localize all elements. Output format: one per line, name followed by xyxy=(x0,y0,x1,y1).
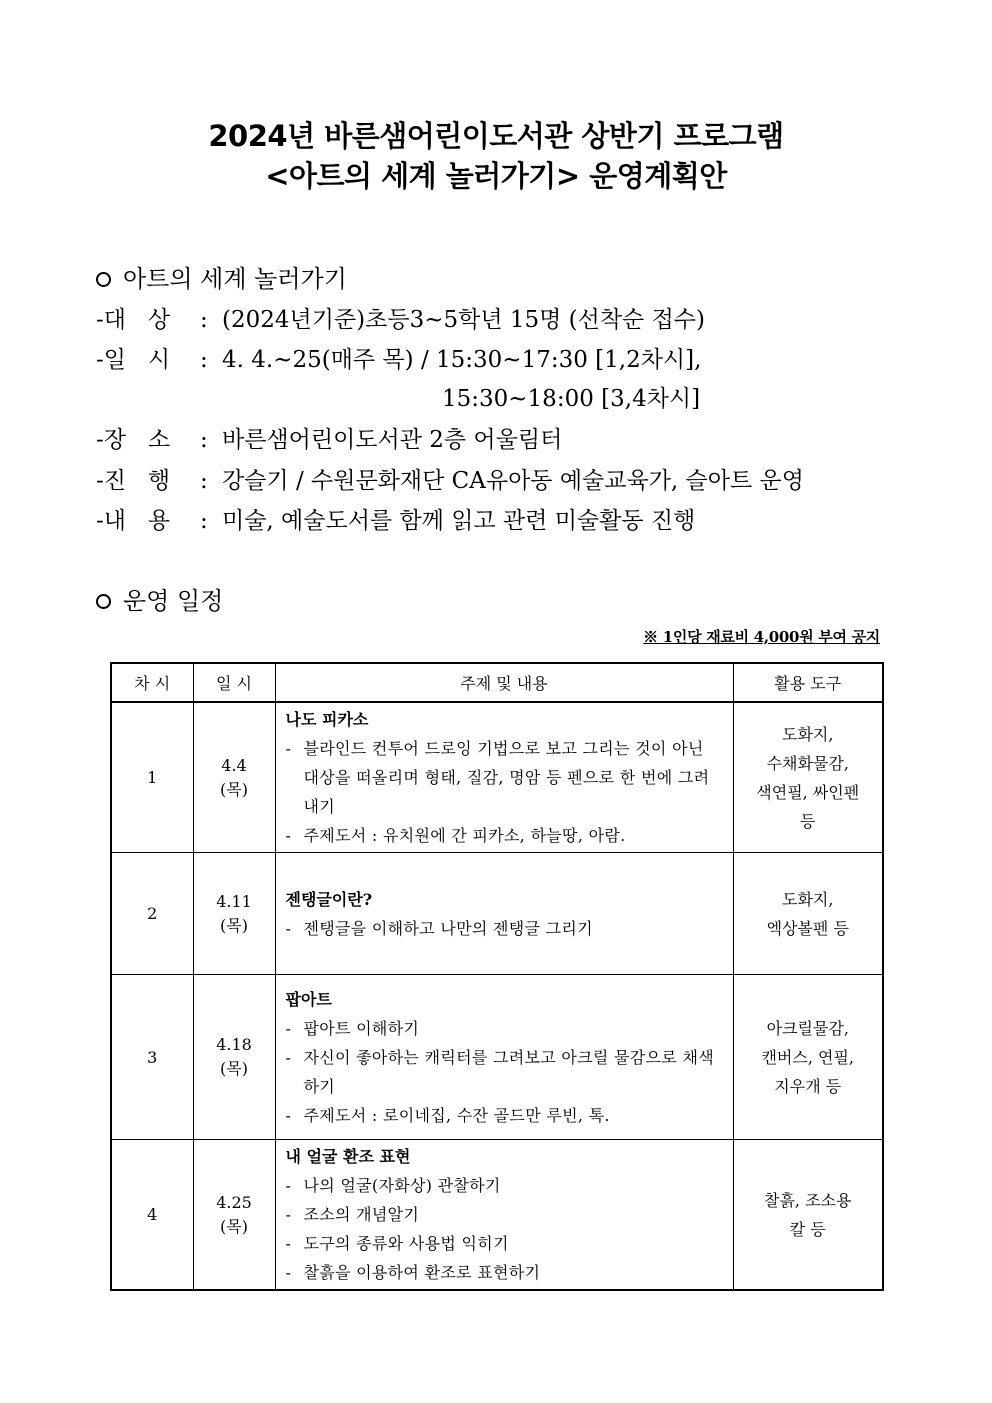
session-date xyxy=(193,1140,275,1291)
date-value: 4.18 xyxy=(216,1035,252,1054)
session-topic: 팝아트 xyxy=(285,989,332,1009)
info-row-datetime xyxy=(96,345,701,375)
info-label: -대 상 xyxy=(96,307,171,333)
info-row-target xyxy=(96,305,705,335)
session-date xyxy=(193,975,275,1140)
info-colon: : xyxy=(200,427,208,453)
info-datetime-continuation: 15:30~18:00 [3,4차시] xyxy=(442,386,701,412)
info-label: -장 소 xyxy=(96,427,171,453)
table-row xyxy=(111,1140,883,1291)
info-label: -진 행 xyxy=(96,468,171,494)
session-date xyxy=(193,853,275,975)
info-colon: : xyxy=(200,347,208,373)
session-number: 3 xyxy=(111,975,193,1140)
content-item: - 자신이 좋아하는 캐릭터를 그려보고 아크릴 물감으로 채색하기 xyxy=(285,1047,714,1096)
table-row xyxy=(111,853,883,975)
schedule-heading-text: 운영 일정 xyxy=(123,587,224,615)
session-number: 4 xyxy=(111,1140,193,1291)
day-value: (목) xyxy=(220,915,248,935)
content-item: - 나의 얼굴(자화상) 관찰하기 xyxy=(285,1176,501,1195)
info-value: 미술, 예술도서를 함께 읽고 관련 미술활동 진행 xyxy=(222,508,696,534)
session-tools: 찰흙, 조소용 칼 등 xyxy=(733,1140,883,1291)
day-value: (목) xyxy=(220,779,248,799)
session-topic: 나도 피카소 xyxy=(285,710,369,729)
table-row xyxy=(111,702,883,853)
info-row-content xyxy=(96,506,695,536)
schedule-table xyxy=(110,662,884,1291)
info-label: -일 시 xyxy=(96,347,171,373)
session-topic: 젠탱글이란? xyxy=(285,889,373,909)
column-header-session: 차 시 xyxy=(111,663,193,702)
overview-heading-text: 아트의 세계 놀러가기 xyxy=(123,265,347,293)
content-item: - 주제도서 : 로이네집, 수잔 골드만 루빈, 톡. xyxy=(285,1105,610,1125)
table-header-row xyxy=(111,663,883,702)
info-value: 바른샘어린이도서관 2층 어울림터 xyxy=(222,427,563,453)
info-value: 4. 4.~25(매주 목) / 15:30~17:30 [1,2차시], xyxy=(222,347,702,373)
session-topic: 내 얼굴 환조 표현 xyxy=(285,1147,411,1166)
info-value: 강슬기 / 수원문화재단 CA유아동 예술교육가, 슬아트 운영 xyxy=(222,468,804,494)
info-value: (2024년기준)초등3~5학년 15명 (선착순 접수) xyxy=(222,307,705,333)
column-header-date: 일 시 xyxy=(193,663,275,702)
content-item: - 블라인드 컨투어 드로잉 기법으로 보고 그리는 것이 아닌 대상을 떠올리며 형태, 질감, 명암 등 펜으로 한 번에 그려내기 xyxy=(285,739,710,816)
session-tools: 도화지, 수채화물감, 색연필, 싸인펜 등 xyxy=(733,702,883,853)
content-item: - 도구의 종류와 사용법 익히기 xyxy=(285,1234,509,1253)
table-row xyxy=(111,975,883,1140)
info-label: -내 용 xyxy=(96,508,171,534)
content-item: - 주제도서 : 유치원에 간 피카소, 하늘땅, 아람. xyxy=(285,826,626,845)
info-colon: : xyxy=(200,307,208,333)
schedule-heading xyxy=(96,586,223,616)
date-value: 4.11 xyxy=(216,891,252,911)
circle-bullet-icon xyxy=(96,272,111,287)
circle-bullet-icon xyxy=(96,594,111,609)
info-colon: : xyxy=(200,508,208,534)
content-item: - 젠탱글을 이해하고 나만의 젠탱글 그리기 xyxy=(285,918,593,938)
session-content xyxy=(275,702,733,853)
date-value: 4.25 xyxy=(216,1192,252,1212)
day-value: (목) xyxy=(220,1216,248,1236)
document-title-line1: 2024년 바른샘어린이도서관 상반기 프로그램 xyxy=(208,119,784,153)
date-value: 4.4 xyxy=(221,755,247,775)
session-date xyxy=(193,702,275,853)
content-item: - 팝아트 이해하기 xyxy=(285,1018,420,1038)
overview-heading xyxy=(96,264,347,294)
day-value: (목) xyxy=(220,1059,248,1078)
session-number: 2 xyxy=(111,853,193,975)
session-content xyxy=(275,853,733,975)
content-item: - 조소의 개념알기 xyxy=(285,1205,420,1224)
column-header-tools: 활용 도구 xyxy=(733,663,883,702)
session-tools: 도화지, 엑상볼펜 등 xyxy=(733,853,883,975)
info-colon: : xyxy=(200,468,208,494)
material-fee-note: ※ 1인당 재료비 4,000원 부여 공지 xyxy=(643,628,880,646)
session-content xyxy=(275,1140,733,1291)
info-row-host xyxy=(96,466,804,496)
column-header-topic: 주제 및 내용 xyxy=(275,663,733,702)
session-number: 1 xyxy=(111,702,193,853)
document-title-line2: <아트의 세계 놀러가기> 운영계획안 xyxy=(265,159,727,193)
session-tools: 아크릴물감, 캔버스, 연필, 지우개 등 xyxy=(733,975,883,1140)
session-content xyxy=(275,975,733,1140)
content-item: - 찰흙을 이용하여 환조로 표현하기 xyxy=(285,1263,541,1282)
info-row-place xyxy=(96,425,562,455)
